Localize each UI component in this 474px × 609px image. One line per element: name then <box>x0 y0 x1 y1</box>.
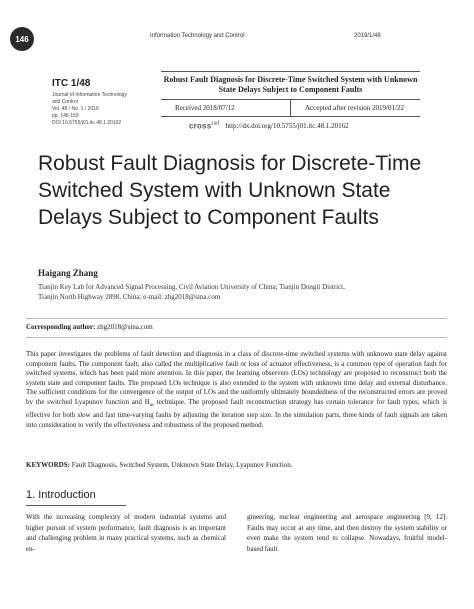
author-name: Haigang Zhang <box>38 268 98 278</box>
corresponding-author <box>26 323 153 331</box>
author-affiliation <box>38 282 438 302</box>
article-title: Robust Fault Diagnosis for Discrete-Time Switched System with Unknown State Delays Subject to Component Faults <box>38 152 422 229</box>
meta-line: and Control <box>52 99 78 105</box>
section-underline <box>26 505 126 506</box>
crossref-logo-icon: cross$^{ref}$ <box>189 121 220 131</box>
running-header-journal: Information Technology and Control <box>150 33 245 39</box>
keywords-label: KEYWORDS: <box>26 461 70 469</box>
section-heading: 1. Introduction <box>26 489 96 501</box>
corresponding-label: Corresponding author: <box>26 323 96 331</box>
keywords <box>26 461 447 469</box>
article-header-box <box>161 71 420 131</box>
body-column-right: gineering, nuclear engineering and aerospace engineering [9, 12]. Faults may occur at any time, and then destroy the system stability or even make the system tend to collapse. Nowadays, fruitful model-based fault <box>247 513 447 553</box>
corresponding-email[interactable]: zhg2018@sina.com <box>97 323 153 331</box>
meta-line: pp. 146-159 <box>52 113 79 119</box>
keywords-text: Fault Diagnosis, Switched System, Unknown State Delay, Lyapunov Function. <box>71 461 293 469</box>
meta-line: Vol. 48 / No. 1 / 2019 <box>52 106 99 112</box>
divider <box>26 318 447 319</box>
divider <box>26 337 447 338</box>
h-infinity-subscript: ∞ <box>149 402 154 409</box>
affiliation-line: Tianjin North Highway 2898, China; e-mail: zhg2018@sina.com <box>38 293 221 301</box>
abstract: This paper investigates the problems of fault detection and diagnosis in a class of discrete-time switched systems with unknown state delay against component faults. The component fault, also called the multiplicative fault or loss of actuator effectiveness, is a common type of operation fault for switched systems, which has been paid more attention. In this paper, the learning observers (LOs) technology are proposed to reconstruct both the system state and component faults. The proposed LOs technique is also extended to the system with unknown time delay and external disturbance. The sufficient conditions for the convergence of the output of LOs and the uniformly ultimately boundedness of the reconstructed errors are proved by the switched Lyapunov function and $H_\infty$ technique. The proposed fault reconstruction strategy has certain tolerance for fault types, which is effective for both slow and fast time-varying faults by adjusting the iteration step size. In the simulation parts, three kinds of fault signals are taken into consideration to verify the effectiveness and robustness of the proposed method. <box>26 350 447 429</box>
affiliation-line: Tianjin Key Lab for Advanced Signal Processing, Civil Aviation University of China; Tianjin Dongli District, <box>38 283 345 291</box>
doi-link[interactable]: http://dx.doi.org/10.5755/j01.itc.48.1.20162 <box>225 121 349 130</box>
doi-row <box>161 117 420 131</box>
dates-row <box>161 100 420 117</box>
itc-label: ITC 1/48 <box>52 78 91 89</box>
meta-line: Journal of Information Technology <box>52 92 127 98</box>
meta-line: DOI 10.5755/j01.itc.48.1.20162 <box>52 120 122 126</box>
accepted-date: Accepted after revision 2019/01/22 <box>290 100 420 116</box>
body-column-left: With the increasing complexity of modern industrial systems and higher pursuit of system performance, fault diagnosis is an important and challenging problem in many practical systems, such as chemical en- <box>26 513 226 553</box>
journal-meta <box>52 78 152 127</box>
running-header-date: 2019/1/48 <box>354 33 381 39</box>
received-date: Received 2018/07/12 <box>175 104 235 112</box>
page-number-badge: 146 <box>10 27 34 51</box>
header-box-title: Robust Fault Diagnosis for Discrete-Time Switched System with Unknown State Delays Subject to Component Faults <box>161 71 420 100</box>
